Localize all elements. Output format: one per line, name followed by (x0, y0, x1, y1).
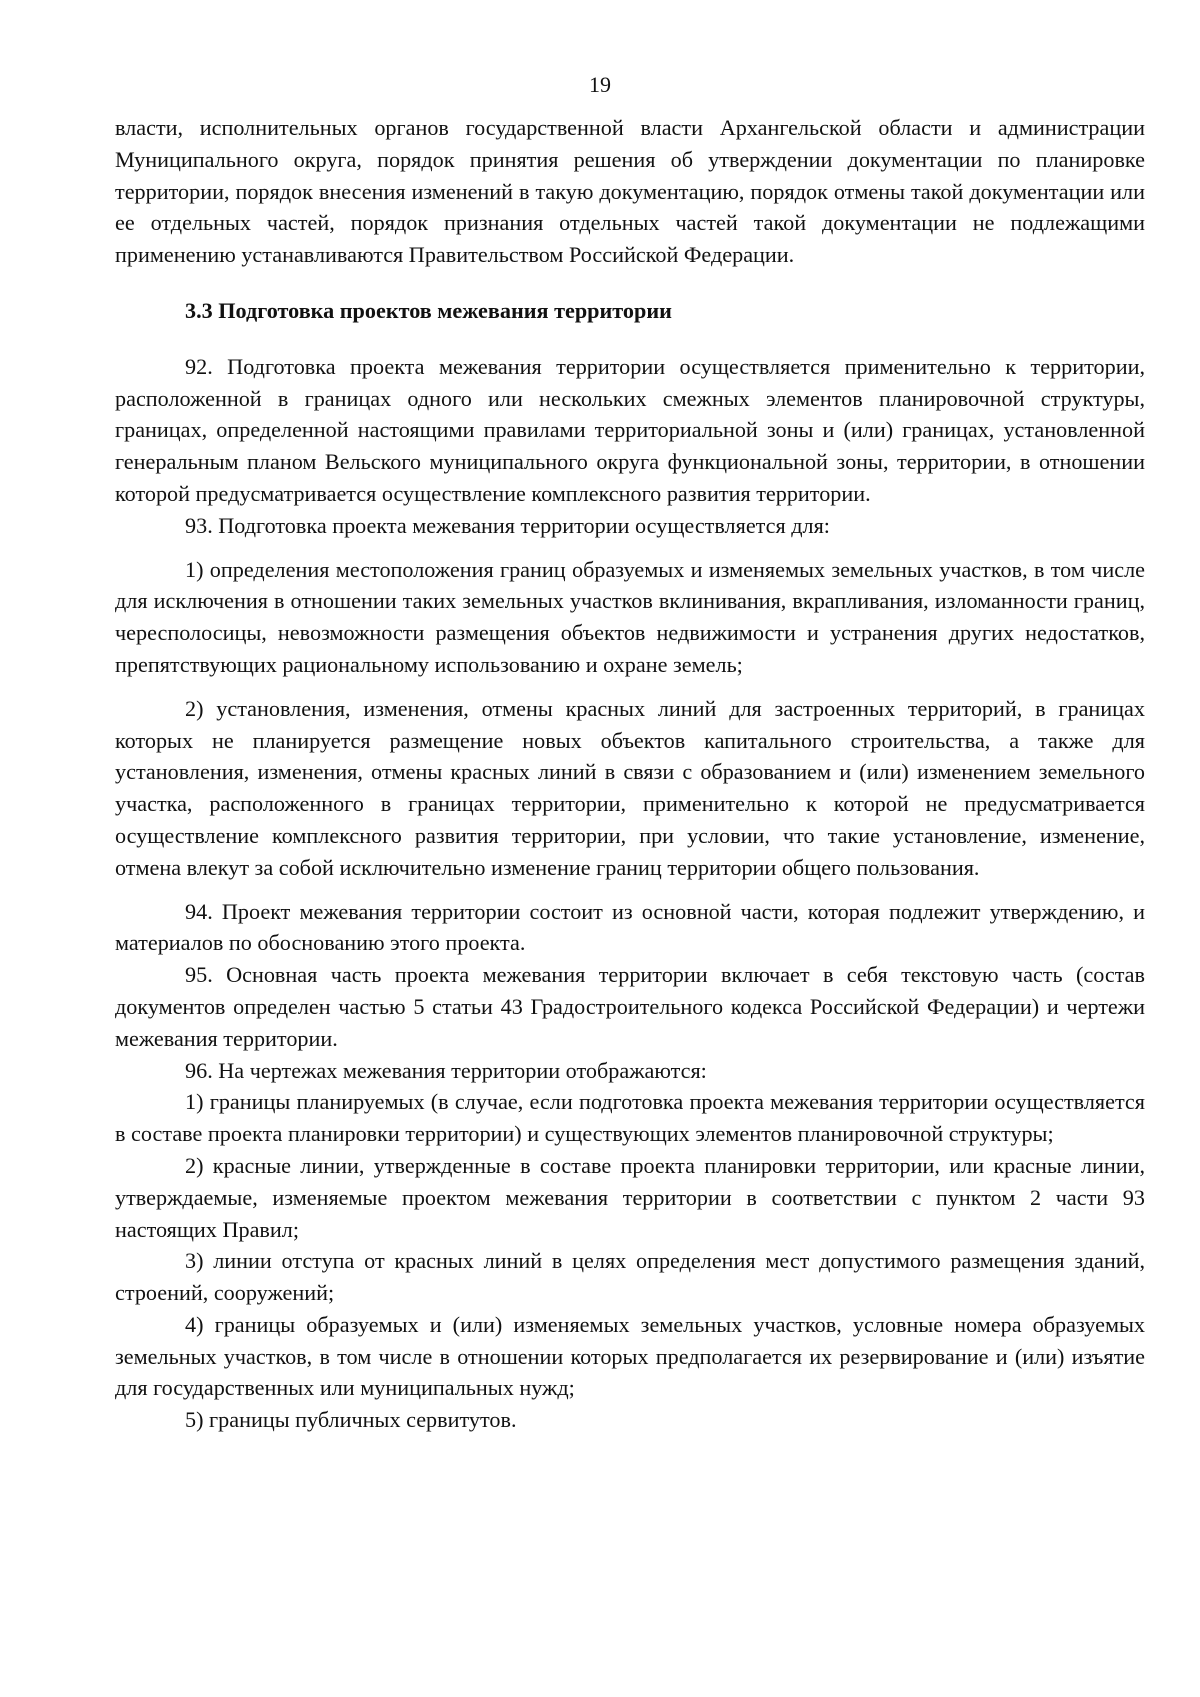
section-heading: 3.3 Подготовка проектов межевания территории (185, 297, 672, 323)
paragraph-96: 96. На чертежах межевания территории отображаются: (185, 1057, 707, 1083)
paragraph-93-item-2: 2) установления, изменения, отмены красных линий для застроенных территорий, в границах которых не планируется размещение новых объектов капитального строительства, а также для установления, изменения, отмены красных линий в связи с образованием и (или) изменением земельного участка, расположенного в границах территории, применительно к которой не предусматривается осуществление комплексного развития территории, при условии, что такие установление, изменение, отмена влекут за собой исключительно изменение границ территории общего пользования. (115, 695, 1145, 880)
paragraph-96-item-5: 5) границы публичных сервитутов. (185, 1407, 517, 1433)
paragraph-96-item-4: 4) границы образуемых и (или) изменяемых земельных участков, условные номера образуемых земельных участков, в том числе в отношении которых предполагается их резервирование и (или) изъятие для государственных или муниципальных нужд; (115, 1311, 1145, 1401)
paragraph-96-item-1: 1) границы планируемых (в случае, если подготовка проекта межевания территории осуществляется в составе проекта планировки территории) и существующих элементов планировочной структуры; (115, 1089, 1145, 1147)
paragraph-continuation: власти, исполнительных органов государственной власти Архангельской области и администрации Муниципального округа, порядок принятия решения об утверждении документации по планировке территории, порядок внесения изменений в такую документацию, порядок отмены такой документации или ее отдельных частей, порядок признания отдельных частей такой документации не подлежащими применению устанавливаются Правительством Российской Федерации. (115, 115, 1145, 268)
paragraph-93-item-1: 1) определения местоположения границ образуемых и изменяемых земельных участков, в том числе для исключения в отношении таких земельных участков вклинивания, вкрапливания, изломанности границ, чересполосицы, невозможности размещения объектов недвижимости и устранения других недостатков, препятствующих рациональному использованию и охране земель; (115, 556, 1145, 677)
paragraph-92: 92. Подготовка проекта межевания территории осуществляется применительно к территории, расположенной в границах одного или нескольких смежных элементов планировочной структуры, границах, определенной настоящими правилами территориальной зоны и (или) границах, установленной генеральным планом Вельского муниципального округа функциональной зоны, территории, в отношении которой предусматривается осуществление комплексного развития территории. (115, 353, 1145, 506)
document-body (115, 112, 1145, 1436)
paragraph-95: 95. Основная часть проекта межевания территории включает в себя текстовую часть (состав документов определен частью 5 статьи 43 Градостроительного кодекса Российской Федерации) и чертежи межевания территории. (115, 962, 1145, 1051)
paragraph-96-item-2: 2) красные линии, утвержденные в составе проекта планировки территории, или красные линии, утверждаемые, изменяемые проектом межевания территории в соответствии с пунктом 2 части 93 настоящих Правил; (115, 1152, 1145, 1242)
page-number: 19 (589, 72, 611, 97)
paragraph-93: 93. Подготовка проекта межевания территории осуществляется для: (185, 512, 830, 538)
paragraph-96-item-3: 3) линии отступа от красных линий в целях определения мест допустимого размещения зданий, строений, сооружений; (115, 1248, 1145, 1306)
paragraph-94: 94. Проект межевания территории состоит из основной части, которая подлежит утверждению, и материалов по обоснованию этого проекта. (115, 898, 1145, 956)
